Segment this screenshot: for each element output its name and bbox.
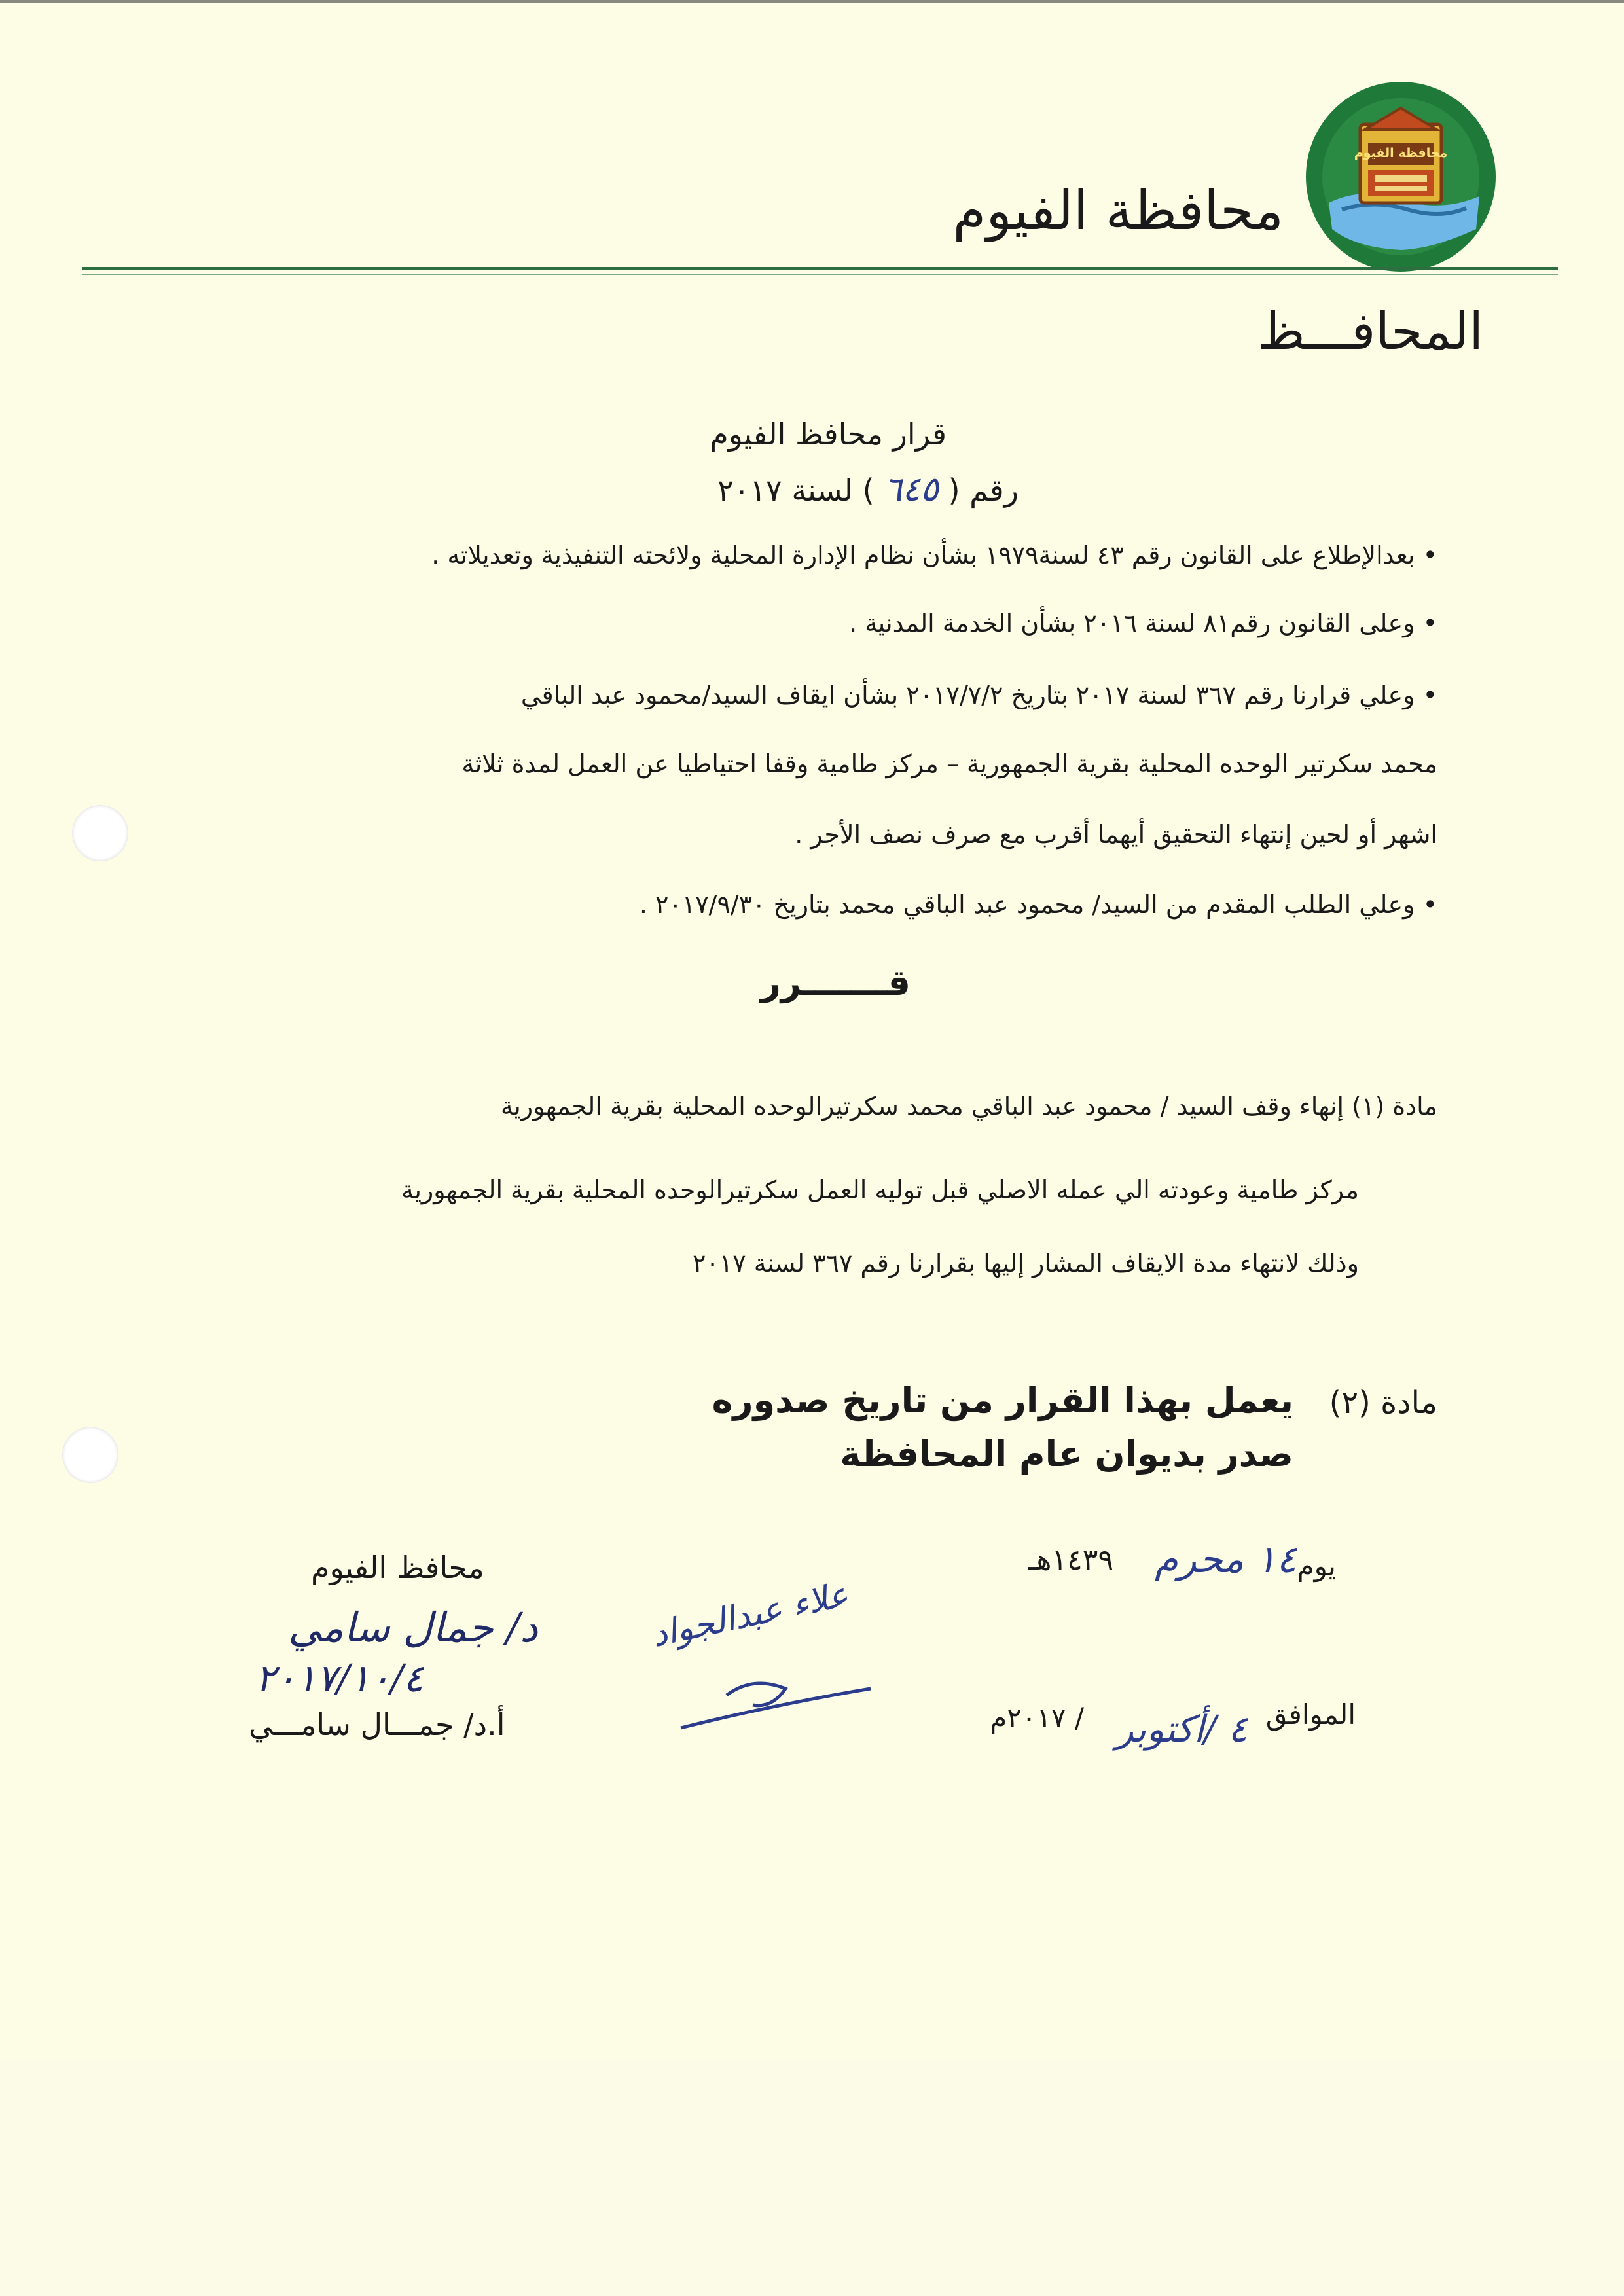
- fayoum-emblem-logo: [1303, 79, 1499, 275]
- preamble-line: • وعلي قرارنا رقم ٣٦٧ لسنة ٢٠١٧ بتاريخ ٢٠١٧/٧/٢ بشأن ايقاف السيد/محمود عبد الباقي: [520, 681, 1437, 709]
- decision-number: [717, 470, 1019, 509]
- preamble-line: محمد سكرتير الوحده المحلية بقرية الجمهورية – مركز طامية وقفا احتياطيا عن العمل لمدة ثلاثة: [461, 749, 1437, 778]
- decision-number-prefix: رقم (: [948, 473, 1019, 508]
- signatory-title: محافظ الفيوم: [311, 1550, 484, 1585]
- gregorian-year: / ٢٠١٧م: [990, 1702, 1084, 1734]
- decision-title: قرار محافظ الفيوم: [710, 416, 947, 452]
- punch-hole: [62, 1427, 118, 1483]
- role-title: المحافـــظ: [1257, 302, 1483, 361]
- preamble-line: • وعلي الطلب المقدم من السيد/ محمود عبد الباقي محمد بتاريخ ٢٠١٧/٩/٣٠ .: [639, 890, 1437, 919]
- article1-line: مادة (١) إنهاء وقف السيد / محمود عبد الباقي محمد سكرتيرالوحده المحلية بقرية الجمهورية: [500, 1092, 1437, 1121]
- middle-signature-scribble: [674, 1643, 884, 1734]
- signature-date-handwritten: ٢٠١٧/١٠/٤: [255, 1656, 424, 1700]
- article2-label: مادة (٢): [1329, 1384, 1437, 1421]
- article1-line: وذلك لانتهاء مدة الايقاف المشار إليها بقرارنا رقم ٣٦٧ لسنة ٢٠١٧: [692, 1249, 1359, 1278]
- hijri-date-handwritten: ١٤ محرم: [1154, 1537, 1297, 1581]
- emblem-lettering: محافظة الفيوم: [1354, 146, 1448, 160]
- header-rule-thick: [82, 267, 1558, 270]
- preamble-line: • وعلى القانون رقم٨١ لسنة ٢٠١٦ بشأن الخدمة المدنية .: [849, 609, 1437, 637]
- hijri-year: ١٤٣٩هـ: [1028, 1543, 1113, 1577]
- page-bottom-margin: [0, 2062, 1624, 2296]
- governor-signature: د/ جمال سامي: [288, 1604, 538, 1651]
- header-rule-thin: [82, 274, 1558, 275]
- article2-text: يعمل بهذا القرار من تاريخ صدوره: [712, 1380, 1293, 1421]
- punch-hole: [72, 805, 128, 861]
- article1-line: مركز طامية وعودته الي عمله الاصلي قبل توليه العمل سكرتيرالوحده المحلية بقرية الجمهورية: [401, 1175, 1359, 1204]
- issued-at: صدر بديوان عام المحافظة: [840, 1433, 1293, 1475]
- signatory-name: أ.د/ جمـــال سامـــي: [249, 1707, 505, 1742]
- decision-number-handwritten: ٦٤٥: [884, 470, 939, 509]
- decides-heading: قـــــــرر: [760, 962, 911, 1003]
- preamble-line: • بعدالإطلاع على القانون رقم ٤٣ لسنة١٩٧٩ بشأن نظام الإدارة المحلية ولائحته التنفيذية وتعديلاته .: [431, 541, 1437, 569]
- governorate-title: محافظة الفيوم: [952, 180, 1284, 242]
- gregorian-date-handwritten: ٤ /أكتوبر: [1115, 1708, 1248, 1751]
- hijri-day-label: يوم: [1297, 1550, 1336, 1582]
- decision-number-suffix: ) لسنة ٢٠١٧: [717, 473, 875, 508]
- gregorian-label: الموافق: [1265, 1698, 1356, 1731]
- preamble-line: اشهر أو لحين إنتهاء التحقيق أيهما أقرب مع صرف نصف الأجر .: [795, 820, 1437, 849]
- middle-signature-name: علاء عبدالجواد: [648, 1575, 852, 1655]
- page-top-edge: [0, 0, 1624, 3]
